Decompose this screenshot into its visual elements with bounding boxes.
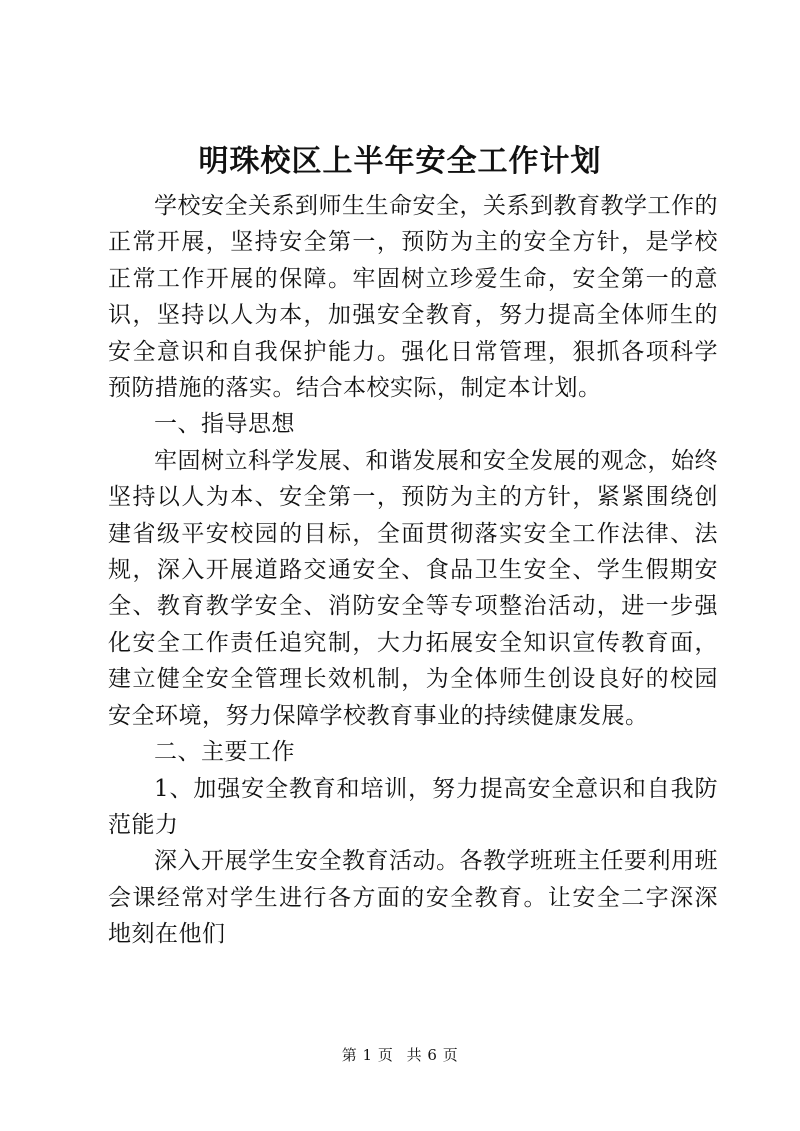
subsection-heading-safety-education: 1、加强安全教育和培训，努力提高安全意识和自我防范能力 — [108, 775, 718, 838]
page-number: 第 1 页 — [341, 1046, 394, 1064]
intro-paragraph: 学校安全关系到师生生命安全，关系到教育教学工作的正常开展，坚持安全第一，预防为主的安全方针，是学校正常工作开展的保障。牢固树立珍爱生命，安全第一的意识，坚持以人为本，加强安全教育，努力提高全体师生的安全意识和自我保护能力。强化日常管理，狠抓各项科学预防措施的落实。结合本校实际，制定本计划。 — [108, 193, 718, 402]
page-total: 共 6 页 — [406, 1046, 459, 1064]
guiding-ideology-paragraph: 牢固树立科学发展、和谐发展和安全发展的观念，始终坚持以人为本、安全第一，预防为主的方针，紧紧围绕创建省级平安校园的目标，全面贯彻落实安全工作法律、法规，深入开展道路交通安全、食品卫生安全、学生假期安全、教育教学安全、消防安全等专项整治活动，进一步强化安全工作责任追究制，大力拓展安全知识宣传教育面，建立健全安全管理长效机制，为全体师生创设良好的校园安全环境，努力保障学校教育事业的持续健康发展。 — [108, 447, 718, 729]
document-body — [108, 188, 718, 953]
page-footer — [0, 1045, 800, 1065]
document-title: 明珠校区上半年安全工作计划 — [198, 144, 602, 179]
section-heading-guiding-ideology: 一、指导思想 — [154, 411, 295, 438]
section-heading-main-work: 二、主要工作 — [154, 739, 295, 766]
safety-education-paragraph: 深入开展学生安全教育活动。各教学班班主任要利用班会课经常对学生进行各方面的安全教育。让安全二字深深地刻在他们 — [108, 848, 718, 948]
